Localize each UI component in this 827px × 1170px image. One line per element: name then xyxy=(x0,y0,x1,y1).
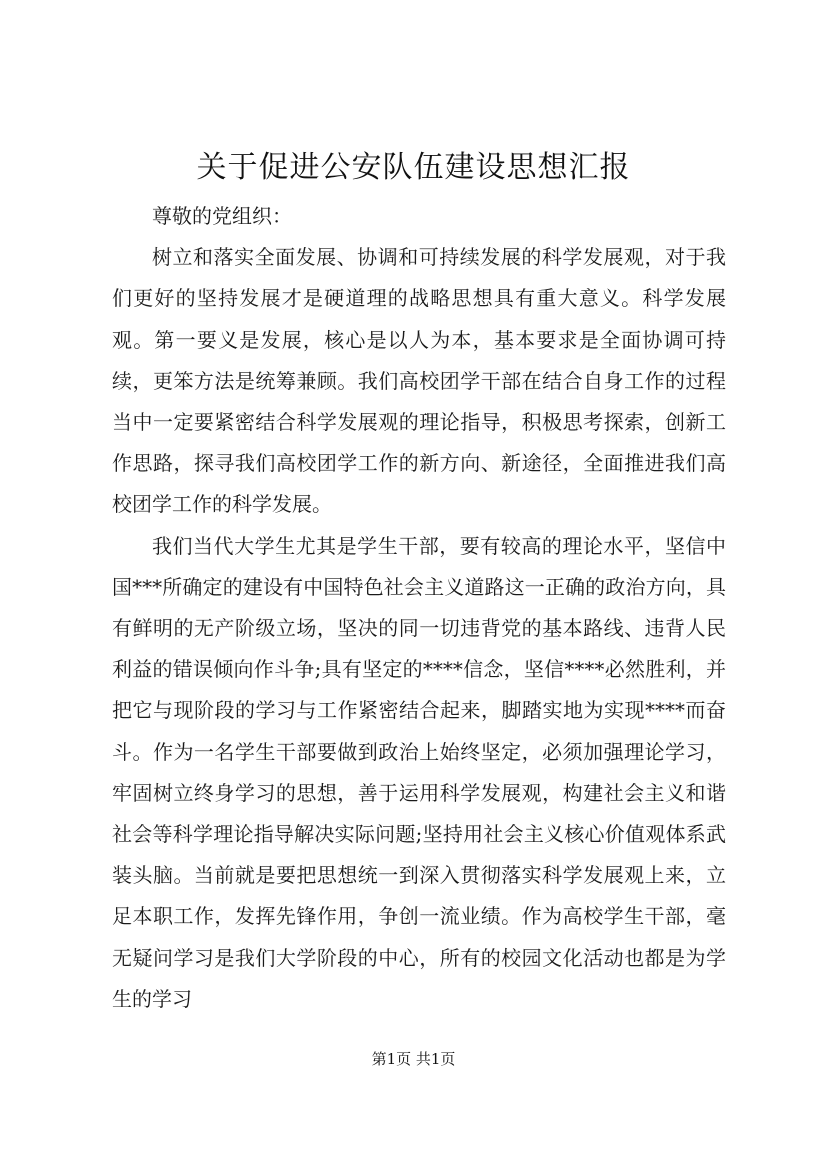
page-footer: 第1页 共1页 xyxy=(371,1050,456,1068)
document-body xyxy=(112,196,726,1020)
salutation: 尊敬的党组织： xyxy=(152,204,292,228)
document-title: 关于促进公安队伍建设思想汇报 xyxy=(196,150,631,185)
paragraph-2: 我们当代大学生尤其是学生干部，要有较高的理论水平，坚信中国***所确定的建设有中国特色社会主义道路这一正确的政治方向，具有鲜明的无产阶级立场，坚决的同一切违背党的基本路线、违背人民利益的错误倾向作斗争;具有坚定的****信念，坚信****必然胜利，并把它与现阶段的学习与工作紧密结合起来，脚踏实地为实现****而奋斗。作为一名学生干部要做到政治上始终坚定，必须加强理论学习，牢固树立终身学习的思想，善于运用科学发展观，构建社会主义和谐社会等科学理论指导解决实际问题;坚持用社会主义核心价值观体系武装头脑。当前就是要把思想统一到深入贯彻落实科学发展观上来，立足本职工作，发挥先锋作用，争创一流业绩。作为高校学生干部，毫无疑问学习是我们大学阶段的中心，所有的校园文化活动也都是为学生的学习 xyxy=(112,533,726,1011)
paragraph-1: 树立和落实全面发展、协调和可持续发展的科学发展观，对于我们更好的坚持发展才是硬道理的战略思想具有重大意义。科学发展观。第一要义是发展，核心是以人为本，基本要求是全面协调可持续，更笨方法是统筹兼顾。我们高校团学干部在结合自身工作的过程当中一定要紧密结合科学发展观的理论指导，积极思考探索，创新工作思路，探寻我们高校团学工作的新方向、新途径，全面推进我们高校团学工作的科学发展。 xyxy=(112,245,726,517)
